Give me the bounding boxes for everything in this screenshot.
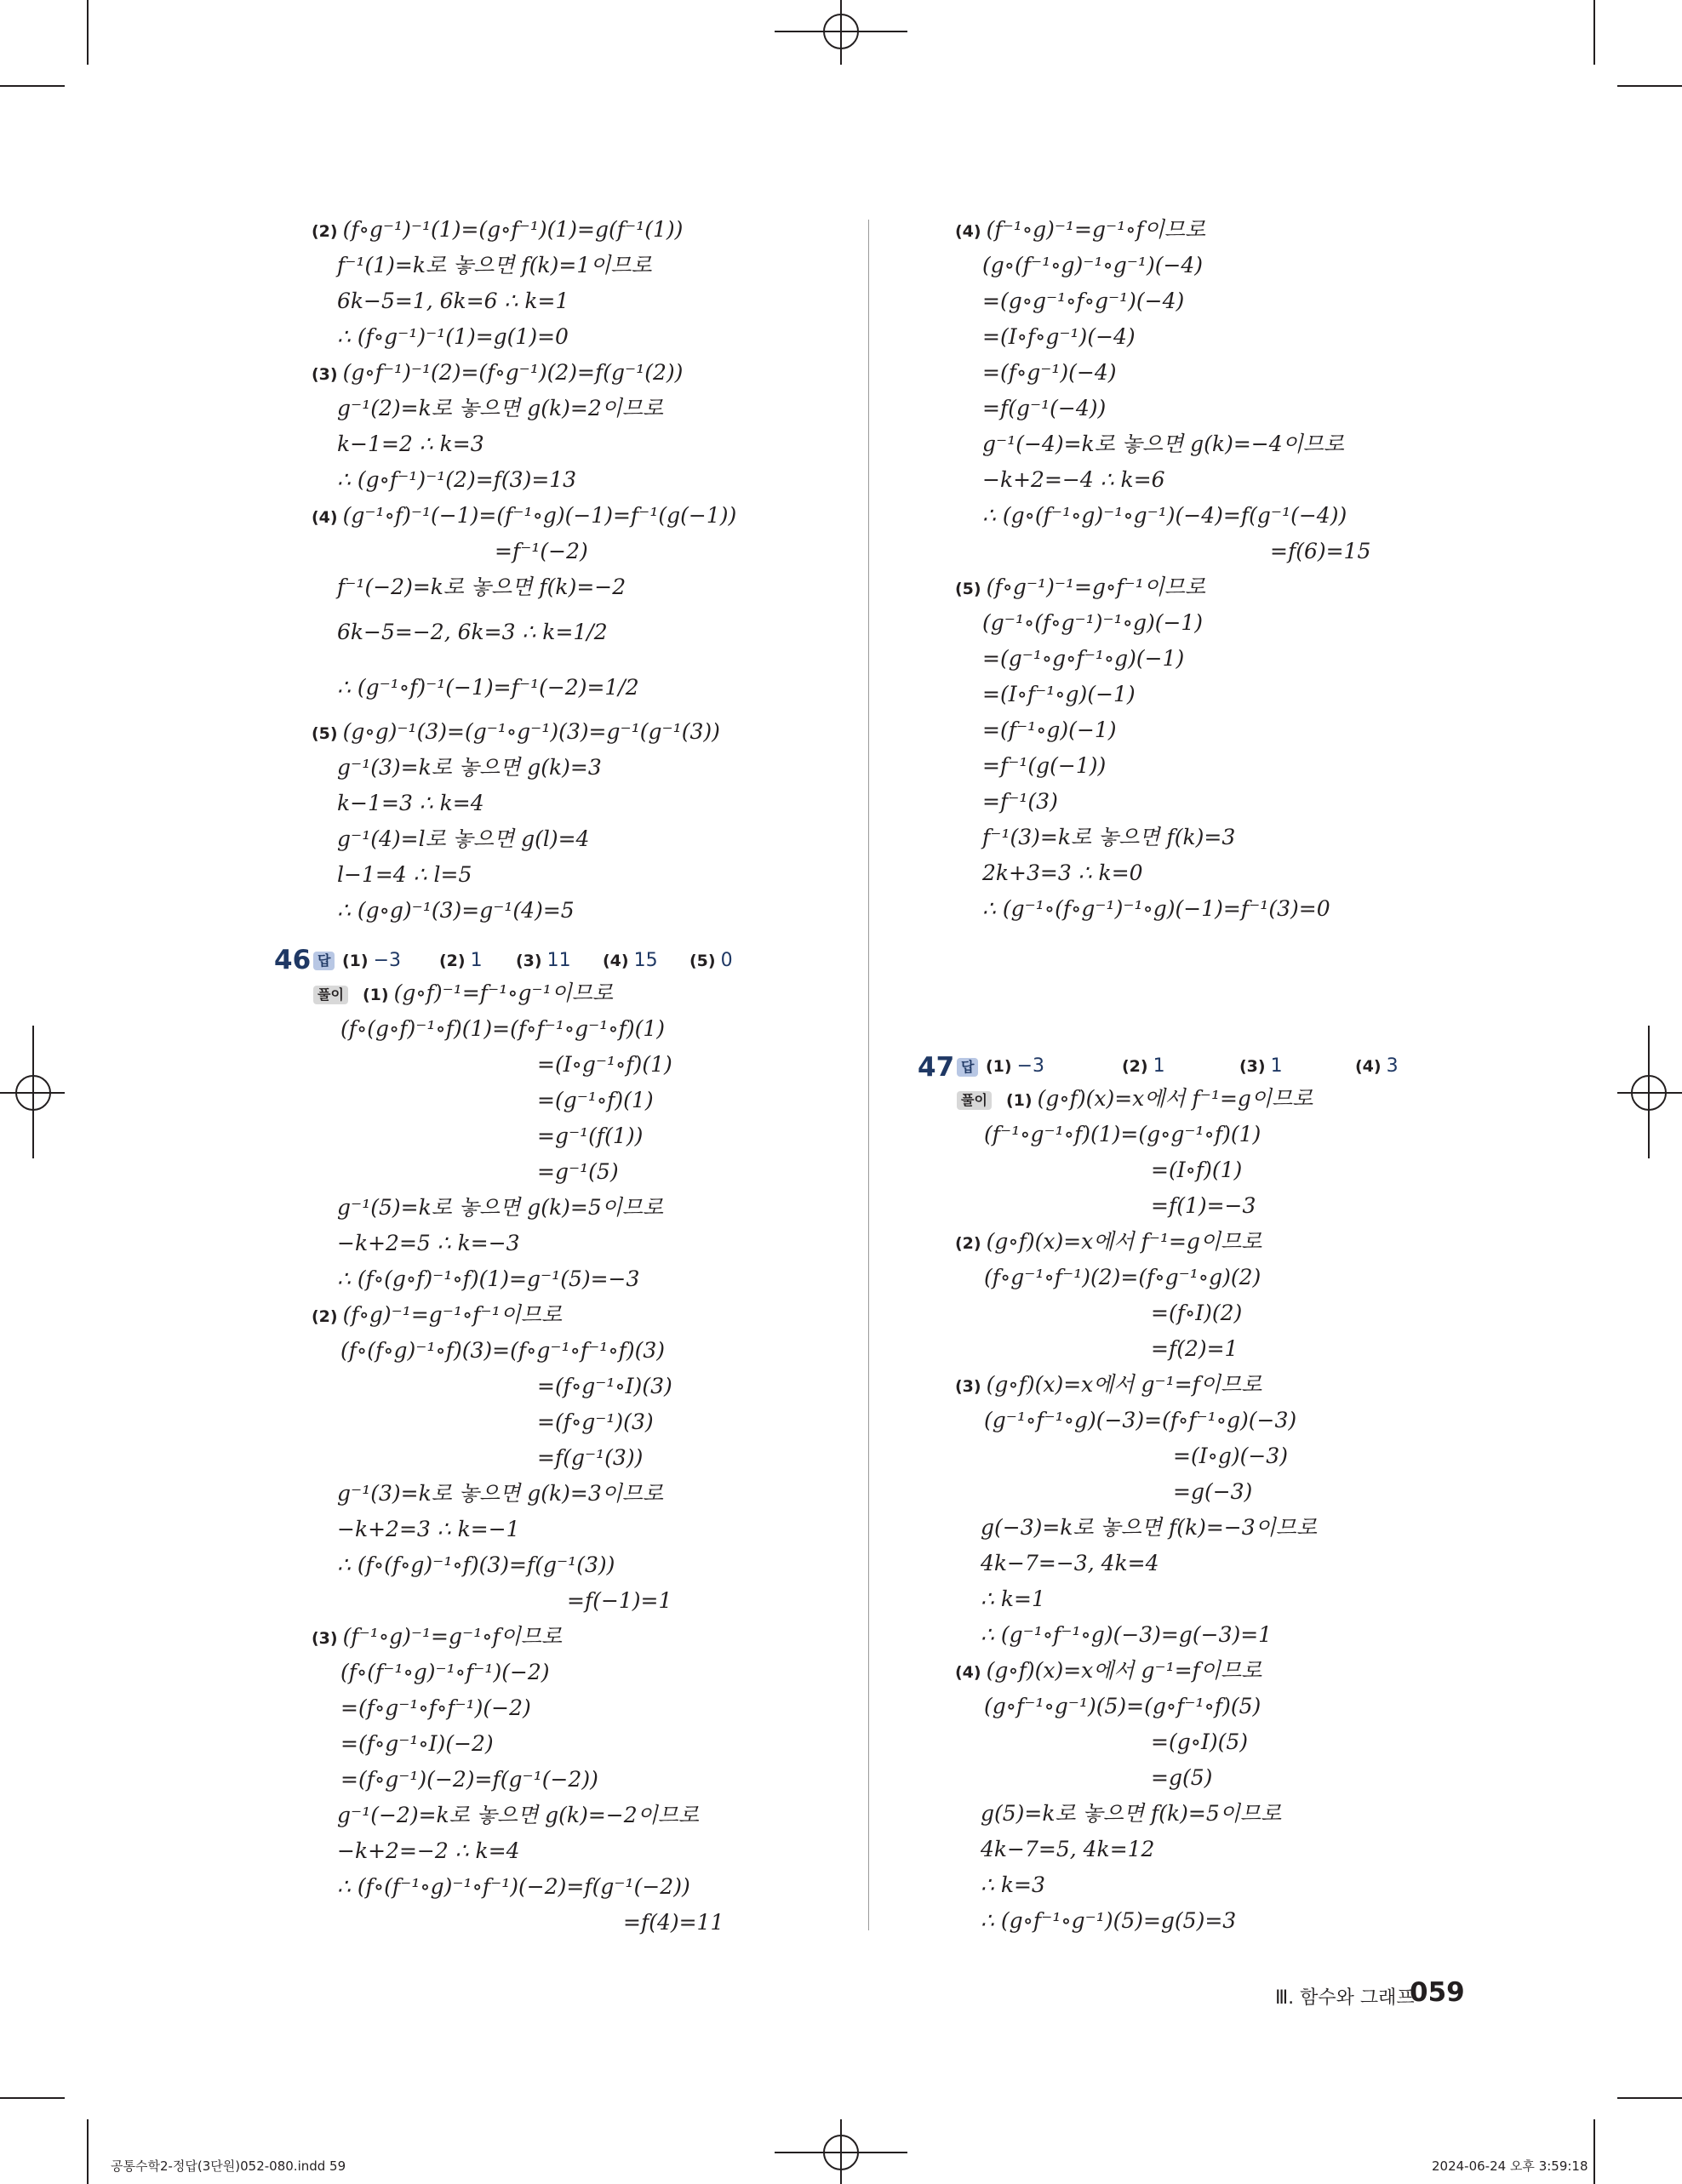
solution-line: ∴ (f∘(f⁻¹∘g)⁻¹∘f⁻¹)(−2)=f(g⁻¹(−2)) — [337, 1874, 690, 1899]
answer-item: (1) −3 — [342, 950, 402, 971]
crop-mark — [0, 2097, 65, 2099]
solution-line: g⁻¹(5)=k로 놓으면 g(k)=5이므로 — [337, 1195, 664, 1220]
solution-line: l−1=4 ∴ l=5 — [337, 862, 472, 887]
solution-line: (g⁻¹∘(f∘g⁻¹)⁻¹∘g)(−1) — [982, 610, 1204, 635]
solution-line: g⁻¹(3)=k로 놓으면 g(k)=3 — [337, 755, 602, 780]
answer-item: (4) 3 — [1355, 1055, 1399, 1077]
solution-line: =f⁻¹(3) — [982, 789, 1058, 814]
solution-line: 4k−7=−3, 4k=4 — [981, 1551, 1159, 1575]
answer-item: (4) 15 — [603, 950, 658, 971]
solution-line: (3) (g∘f)(x)=x에서 g⁻¹=f이므로 — [955, 1372, 1262, 1397]
answer-item: (3) 1 — [1239, 1055, 1283, 1077]
solution-line: (5) (f∘g⁻¹)⁻¹=g∘f⁻¹이므로 — [955, 575, 1206, 599]
solution-line: ∴ (f∘(g∘f)⁻¹∘f)(1)=g⁻¹(5)=−3 — [337, 1266, 640, 1291]
registration-circle — [15, 1075, 51, 1111]
solution-line: −k+2=−4 ∴ k=6 — [982, 467, 1165, 492]
solution-line: =(g∘I)(5) — [1151, 1729, 1249, 1754]
solution-line: =g(5) — [1151, 1765, 1213, 1790]
solution-line: =(f∘g⁻¹)(−2)=f(g⁻¹(−2)) — [340, 1767, 598, 1792]
question-number: 46 — [274, 945, 312, 975]
solution-line: =(g⁻¹∘f)(1) — [537, 1088, 654, 1112]
solution-line: ∴ (g∘f⁻¹∘g⁻¹)(5)=g(5)=3 — [981, 1908, 1237, 1933]
solution-line: (2) (f∘g)⁻¹=g⁻¹∘f⁻¹이므로 — [312, 1302, 563, 1327]
answer-item: (1) −3 — [986, 1055, 1045, 1077]
answer-badge: 답 — [313, 952, 335, 970]
answer-badge: 답 — [957, 1058, 978, 1077]
solution-line: (3) (f⁻¹∘g)⁻¹=g⁻¹∘f이므로 — [312, 1624, 563, 1649]
timestamp-slug: 2024-06-24 오후 3:59:18 — [1432, 2158, 1588, 2174]
solution-line: g⁻¹(4)=l로 놓으면 g(l)=4 — [337, 826, 590, 851]
solution-line: =(f∘g⁻¹)(−4) — [982, 360, 1117, 385]
solution-line: =(I∘f⁻¹∘g)(−1) — [982, 682, 1136, 706]
solution-line: =(I∘g)(−3) — [1173, 1444, 1288, 1468]
crop-mark — [87, 0, 89, 65]
solution-line: (4) (f⁻¹∘g)⁻¹=g⁻¹∘f이므로 — [955, 217, 1206, 242]
solution-line: −k+2=5 ∴ k=−3 — [337, 1231, 520, 1255]
crop-mark — [87, 2119, 89, 2184]
solution-line: −k+2=−2 ∴ k=4 — [337, 1838, 520, 1863]
solution-line: (1) (g∘f)⁻¹=f⁻¹∘g⁻¹이므로 — [363, 981, 614, 1005]
file-slug: 공통수학2-정답(3단원)052-080.indd 59 — [111, 2158, 346, 2174]
solution-line: ∴ (g∘(f⁻¹∘g)⁻¹∘g⁻¹)(−4)=f(g⁻¹(−4)) — [982, 503, 1347, 528]
registration-circle — [823, 2135, 859, 2170]
registration-circle — [1631, 1075, 1667, 1111]
crop-mark — [1617, 2097, 1682, 2099]
solution-line: f⁻¹(−2)=k로 놓으면 f(k)=−2 — [337, 575, 626, 599]
solution-line: ∴ k=1 — [981, 1587, 1045, 1611]
solution-line: (g∘(f⁻¹∘g)⁻¹∘g⁻¹)(−4) — [982, 253, 1204, 277]
solution-line: =f⁻¹(−2) — [495, 539, 588, 563]
solution-line: k−1=2 ∴ k=3 — [337, 432, 484, 456]
solution-line: g⁻¹(3)=k로 놓으면 g(k)=3이므로 — [337, 1481, 664, 1506]
solution-line: ∴ k=3 — [981, 1872, 1045, 1897]
solution-line: ∴ (g⁻¹∘f)⁻¹(−1)=f⁻¹(−2)=1/2 — [337, 675, 639, 700]
solution-line: (2) (f∘g⁻¹)⁻¹(1)=(g∘f⁻¹)(1)=g(f⁻¹(1)) — [312, 217, 684, 242]
solution-line: =(f∘g⁻¹∘f∘f⁻¹)(−2) — [340, 1695, 531, 1720]
solution-line: =(f∘I)(2) — [1151, 1301, 1243, 1325]
column-divider — [868, 220, 869, 1930]
solution-line: −k+2=3 ∴ k=−1 — [337, 1517, 520, 1541]
answer-item: (5) 0 — [689, 950, 733, 971]
solution-line: ∴ (g⁻¹∘(f∘g⁻¹)⁻¹∘g)(−1)=f⁻¹(3)=0 — [982, 896, 1330, 921]
solution-line: 4k−7=5, 4k=12 — [981, 1837, 1155, 1861]
crop-mark — [1617, 85, 1682, 87]
solution-line: 2k+3=3 ∴ k=0 — [982, 860, 1143, 885]
solution-line: =f(2)=1 — [1151, 1336, 1239, 1361]
solution-line: k−1=3 ∴ k=4 — [337, 791, 484, 815]
solution-line: g(−3)=k로 놓으면 f(k)=−3이므로 — [981, 1515, 1318, 1540]
solution-line: 6k−5=−2, 6k=3 ∴ k=1/2 — [337, 620, 608, 644]
solution-line: =f(6)=15 — [1270, 539, 1371, 563]
solution-line: =(g⁻¹∘g∘f⁻¹∘g)(−1) — [982, 646, 1185, 671]
answer-item: (2) 1 — [439, 950, 483, 971]
solution-line: (f∘(f⁻¹∘g)⁻¹∘f⁻¹)(−2) — [340, 1660, 550, 1684]
solution-line: (f∘(g∘f)⁻¹∘f)(1)=(f∘f⁻¹∘g⁻¹∘f)(1) — [340, 1016, 666, 1041]
solution-line: g⁻¹(−4)=k로 놓으면 g(k)=−4이므로 — [982, 432, 1345, 456]
solution-line: ∴ (f∘g⁻¹)⁻¹(1)=g(1)=0 — [337, 324, 569, 349]
section-title: Ⅲ. 함수와 그래프 — [1275, 1987, 1415, 2009]
solution-line: g⁻¹(2)=k로 놓으면 g(k)=2이므로 — [337, 396, 664, 420]
solution-line: =(I∘f∘g⁻¹)(−4) — [982, 324, 1136, 349]
answer-item: (3) 11 — [516, 950, 571, 971]
solution-line: =g⁻¹(f(1)) — [537, 1123, 644, 1148]
solution-line: g(5)=k로 놓으면 f(k)=5이므로 — [981, 1801, 1282, 1826]
crop-mark — [1593, 0, 1595, 65]
solution-line: ∴ (g⁻¹∘f⁻¹∘g)(−3)=g(−3)=1 — [981, 1622, 1273, 1647]
solution-line: =(g∘g⁻¹∘f∘g⁻¹)(−4) — [982, 289, 1185, 313]
crop-mark — [1593, 2119, 1595, 2184]
solution-line: (f∘(f∘g)⁻¹∘f)(3)=(f∘g⁻¹∘f⁻¹∘f)(3) — [340, 1338, 666, 1363]
solution-line: (2) (g∘f)(x)=x에서 f⁻¹=g이므로 — [955, 1229, 1262, 1254]
solution-line: =g(−3) — [1173, 1479, 1253, 1504]
crop-mark — [0, 85, 65, 87]
solution-line: (3) (g∘f⁻¹)⁻¹(2)=(f∘g⁻¹)(2)=f(g⁻¹(2)) — [312, 360, 684, 385]
solution-line: (f⁻¹∘g⁻¹∘f)(1)=(g∘g⁻¹∘f)(1) — [984, 1122, 1262, 1146]
solution-line: =(f∘g⁻¹∘I)(−2) — [340, 1731, 494, 1756]
solution-line: ∴ (g∘f⁻¹)⁻¹(2)=f(3)=13 — [337, 467, 577, 492]
solution-line: =f(g⁻¹(−4)) — [982, 396, 1107, 420]
solution-line: =(f∘g⁻¹)(3) — [537, 1409, 654, 1434]
solution-line: =(f∘g⁻¹∘I)(3) — [537, 1374, 672, 1398]
question-number: 47 — [918, 1052, 955, 1083]
solution-line: f⁻¹(3)=k로 놓으면 f(k)=3 — [982, 825, 1236, 849]
solution-line: =f(g⁻¹(3)) — [537, 1445, 644, 1470]
solution-line: (f∘g⁻¹∘f⁻¹)(2)=(f∘g⁻¹∘g)(2) — [984, 1265, 1262, 1289]
solution-line: (4) (g∘f)(x)=x에서 g⁻¹=f이므로 — [955, 1658, 1262, 1683]
registration-circle — [823, 14, 859, 49]
solution-line: =g⁻¹(5) — [537, 1159, 619, 1184]
solution-line: =f(−1)=1 — [567, 1588, 672, 1613]
answer-item: (2) 1 — [1122, 1055, 1165, 1077]
solution-line: ∴ (g∘g)⁻¹(3)=g⁻¹(4)=5 — [337, 898, 575, 923]
solution-line: =f(4)=11 — [623, 1910, 724, 1935]
solution-line: (4) (g⁻¹∘f)⁻¹(−1)=(f⁻¹∘g)(−1)=f⁻¹(g(−1)) — [312, 503, 737, 528]
solution-line: f⁻¹(1)=k로 놓으면 f(k)=1이므로 — [337, 253, 652, 277]
solution-line: =f⁻¹(g(−1)) — [982, 753, 1107, 778]
solution-line: ∴ (f∘(f∘g)⁻¹∘f)(3)=f(g⁻¹(3)) — [337, 1552, 615, 1577]
solution-line: g⁻¹(−2)=k로 놓으면 g(k)=−2이므로 — [337, 1803, 700, 1827]
solution-line: (5) (g∘g)⁻¹(3)=(g⁻¹∘g⁻¹)(3)=g⁻¹(g⁻¹(3)) — [312, 719, 720, 744]
solution-line: (1) (g∘f)(x)=x에서 f⁻¹=g이므로 — [1006, 1086, 1313, 1111]
solution-line: =f(1)=−3 — [1151, 1193, 1256, 1218]
solution-line: =(I∘f)(1) — [1151, 1158, 1243, 1182]
solution-line: 6k−5=1, 6k=6 ∴ k=1 — [337, 289, 569, 313]
solution-line: =(f⁻¹∘g)(−1) — [982, 718, 1117, 742]
solution-badge: 풀이 — [313, 986, 348, 1004]
solution-badge: 풀이 — [957, 1091, 992, 1110]
page-number: 059 — [1410, 1977, 1465, 2008]
solution-line: (g∘f⁻¹∘g⁻¹)(5)=(g∘f⁻¹∘f)(5) — [984, 1694, 1262, 1718]
solution-line: =(I∘g⁻¹∘f)(1) — [537, 1052, 672, 1077]
solution-line: (g⁻¹∘f⁻¹∘g)(−3)=(f∘f⁻¹∘g)(−3) — [984, 1408, 1297, 1432]
